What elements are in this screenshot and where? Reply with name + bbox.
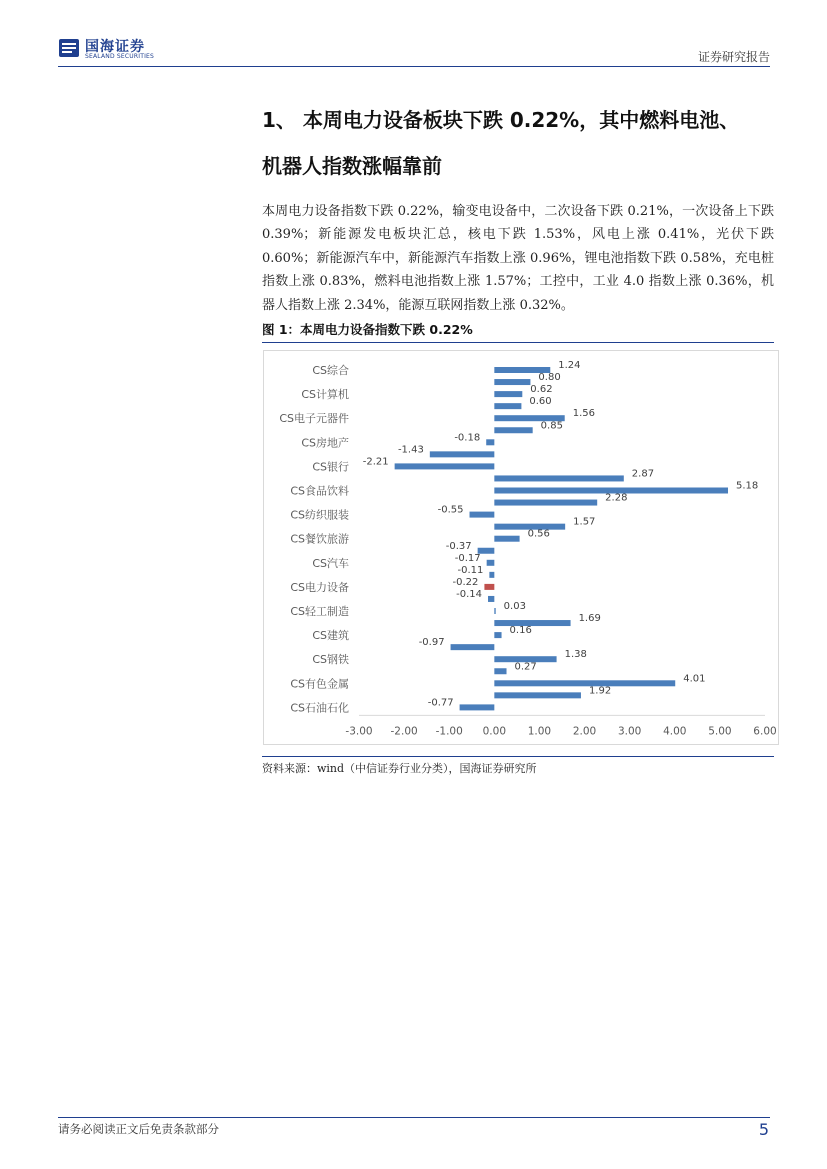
x-tick-label: 1.00 bbox=[527, 725, 552, 738]
x-tick-label: 4.00 bbox=[663, 725, 687, 738]
bar bbox=[494, 608, 495, 614]
brand-name-en: SEALAND SECURITIES bbox=[85, 53, 155, 60]
data-label: 2.28 bbox=[605, 492, 628, 504]
category-label: CS房地产 bbox=[301, 436, 349, 450]
category-label: CS电力设备 bbox=[290, 580, 349, 594]
x-tick-label: 5.00 bbox=[708, 725, 732, 738]
bar bbox=[494, 536, 519, 542]
x-tick-label: -2.00 bbox=[390, 725, 418, 738]
category-label: CS电子元器件 bbox=[279, 412, 349, 426]
figure-title: 图 1：本周电力设备指数下跌 0.22% bbox=[262, 322, 473, 337]
category-label: CS钢铁 bbox=[312, 653, 349, 667]
x-tick-label: 3.00 bbox=[617, 725, 642, 738]
sealand-logo-icon bbox=[58, 37, 80, 59]
data-label: -0.18 bbox=[454, 432, 481, 444]
category-label: CS纺织服装 bbox=[290, 508, 349, 522]
bar bbox=[494, 500, 597, 506]
x-tick-label: -3.00 bbox=[345, 725, 373, 738]
data-label: 0.85 bbox=[540, 420, 563, 432]
report-type: 证券研究报告 bbox=[697, 50, 770, 64]
data-label: -0.77 bbox=[427, 697, 454, 709]
brand-logo bbox=[58, 36, 168, 64]
bar bbox=[484, 584, 494, 590]
data-label: 0.03 bbox=[503, 601, 526, 612]
data-label: 5.18 bbox=[736, 480, 759, 492]
data-label: 0.80 bbox=[538, 372, 561, 384]
bar bbox=[487, 560, 495, 566]
data-label: 0.27 bbox=[514, 661, 537, 673]
category-label: CS综合 bbox=[312, 364, 349, 377]
category-label: CS银行 bbox=[312, 460, 349, 474]
figure-source: 资料来源：wind（中信证券行业分类），国海证券研究所 bbox=[262, 762, 537, 775]
bar bbox=[494, 620, 570, 626]
bar bbox=[489, 572, 494, 578]
data-label: -1.43 bbox=[397, 444, 424, 456]
bar bbox=[488, 596, 494, 602]
data-label: 0.16 bbox=[509, 625, 532, 637]
category-label: CS建筑 bbox=[312, 629, 349, 643]
data-label: 1.92 bbox=[588, 685, 612, 697]
data-label: -0.11 bbox=[457, 564, 484, 576]
data-label: 0.62 bbox=[530, 384, 553, 396]
bar bbox=[494, 403, 521, 409]
data-label: 1.24 bbox=[558, 360, 581, 371]
brand-name-cn: 国海证券 bbox=[85, 39, 145, 55]
bar bbox=[494, 475, 623, 481]
data-label: 1.69 bbox=[578, 613, 601, 625]
bar bbox=[494, 632, 501, 638]
data-label: 1.57 bbox=[573, 516, 596, 528]
category-label: CS有色金属 bbox=[290, 677, 349, 691]
footer-divider bbox=[58, 1117, 770, 1118]
bar bbox=[430, 451, 495, 457]
page-header bbox=[58, 36, 770, 66]
data-label: -0.55 bbox=[437, 504, 464, 516]
bar bbox=[494, 391, 522, 397]
data-label: -0.17 bbox=[454, 552, 481, 564]
data-label: 0.60 bbox=[529, 396, 552, 408]
footer-disclaimer: 请务必阅读正文后免责条款部分 bbox=[58, 1122, 219, 1136]
section-title-line-2: 机器人指数涨幅靠前 bbox=[262, 154, 442, 178]
summary-paragraph: 本周电力设备指数下跌 0.22%，输变电设备中，二次设备下跌 0.21%，一次设备上下跌 0.39%；新能源发电板块汇总，核电下跌 1.53%，风电上涨 0.41%，光伏下跌 0.60%；新能源汽车中，新能源汽车指数上涨 0.96%，锂电池指数下跌 0.58%，充电桩指数上涨 0.83%，燃料电池指数上涨 1.57%；工控中，工业 4.0 指数上涨 0.36%，机器人指数上涨 2.34%，能源互联网指数上涨 0.32%。 bbox=[262, 204, 774, 313]
source-divider bbox=[262, 756, 774, 757]
data-label: 1.56 bbox=[572, 408, 595, 420]
x-tick-label: -1.00 bbox=[435, 725, 463, 738]
x-tick-label: 6.00 bbox=[753, 725, 777, 738]
header-divider bbox=[58, 66, 770, 67]
category-label: CS食品饮料 bbox=[290, 484, 349, 498]
data-label: -0.14 bbox=[456, 588, 483, 600]
x-tick-label: 0.00 bbox=[482, 725, 507, 738]
index-change-bar-chart bbox=[263, 350, 779, 745]
data-label: -0.22 bbox=[452, 576, 479, 588]
data-label: -2.21 bbox=[362, 456, 389, 468]
figure-title-divider bbox=[262, 342, 774, 343]
category-label: CS轻工制造 bbox=[290, 605, 349, 618]
bar bbox=[494, 692, 581, 698]
bar bbox=[494, 427, 532, 433]
bar bbox=[451, 644, 495, 650]
x-tick-label: 2.00 bbox=[572, 725, 597, 738]
category-label: CS餐饮旅游 bbox=[290, 532, 349, 546]
category-label: CS石油石化 bbox=[290, 701, 349, 715]
category-label: CS计算机 bbox=[301, 388, 349, 402]
bar bbox=[395, 463, 495, 469]
category-label: CS汽车 bbox=[312, 556, 349, 570]
page-number: 5 bbox=[758, 1120, 769, 1139]
bar bbox=[486, 439, 494, 445]
bar bbox=[460, 704, 495, 710]
data-label: 2.87 bbox=[631, 468, 655, 480]
data-label: 0.56 bbox=[527, 528, 550, 540]
bar bbox=[470, 512, 495, 518]
data-label: -0.97 bbox=[418, 637, 445, 649]
data-label: -0.37 bbox=[445, 540, 472, 552]
bar bbox=[494, 668, 506, 674]
bar bbox=[494, 680, 675, 686]
bar bbox=[494, 379, 530, 385]
section-title-line-1: 1、 本周电力设备板块下跌 0.22%，其中燃料电池、 bbox=[262, 108, 740, 132]
data-label: 1.38 bbox=[564, 649, 587, 661]
data-label: 4.01 bbox=[683, 673, 706, 685]
